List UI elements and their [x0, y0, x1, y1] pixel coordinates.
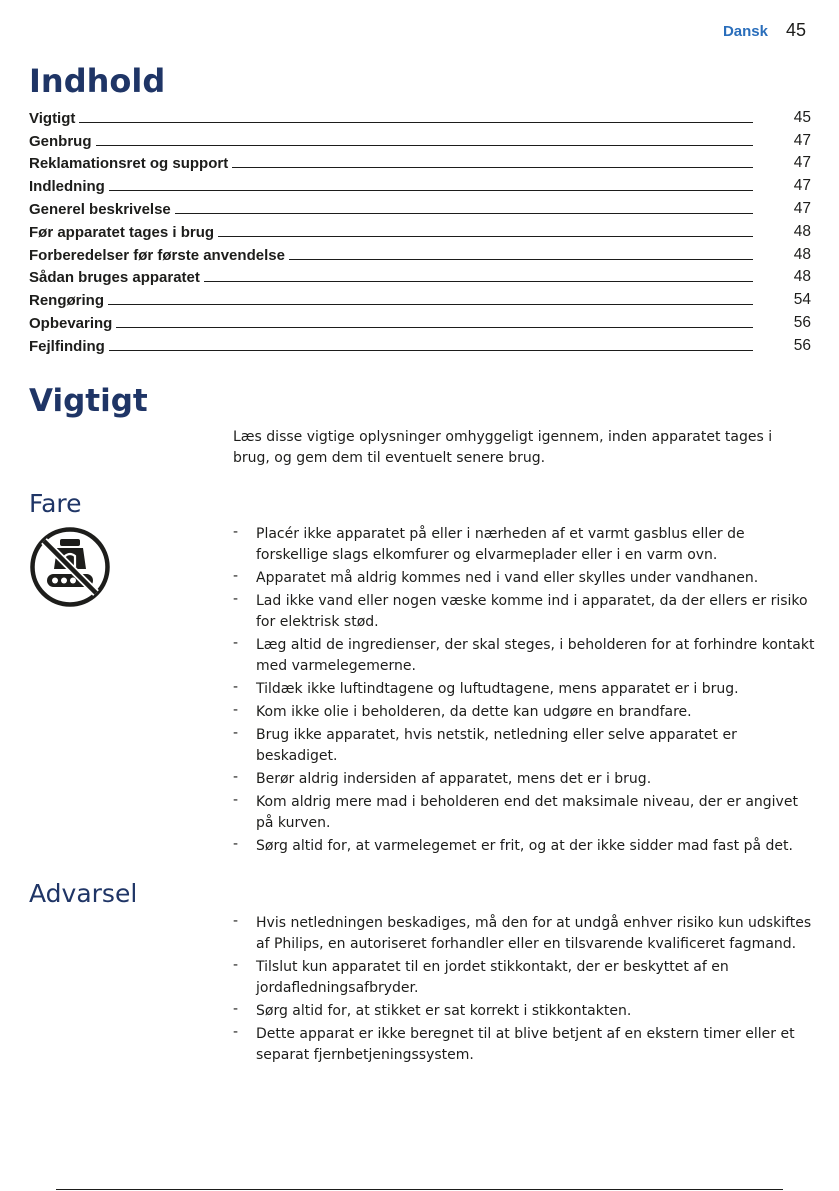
toc-entry: [29, 332, 811, 355]
fare-item-text: Kom ikke olie i beholderen, da dette kan udgøre en brandfare.: [256, 704, 692, 720]
advarsel-item-text: Tilslut kun apparatet til en jordet stikkontakt, der er beskyttet af en jordafledningsafbryder.: [256, 959, 729, 996]
toc-leader: [175, 213, 753, 214]
advarsel-heading: Advarsel: [29, 879, 138, 908]
toc-leader: [109, 190, 753, 191]
fare-item: [233, 725, 818, 767]
fare-list: [233, 524, 818, 859]
toc-leader: [116, 327, 753, 328]
fare-item-text: Tildæk ikke luftindtagene og luftudtagene, mens apparatet er i brug.: [256, 681, 739, 697]
toc-entry-page: 47: [793, 177, 811, 195]
bullet-dash: -: [233, 913, 239, 929]
fare-item: [233, 524, 818, 566]
advarsel-item: [233, 1024, 818, 1066]
page-header: [723, 20, 806, 41]
fare-item-text: Læg altid de ingredienser, der skal steges, i beholderen for at forhindre kontakt med varmelegemerne.: [256, 637, 815, 674]
advarsel-item: [233, 957, 818, 999]
toc-entry-label: Generel beskrivelse: [29, 200, 171, 218]
toc-entry: [29, 172, 811, 195]
toc-entry: [29, 218, 811, 241]
toc-entry-page: 54: [793, 291, 811, 309]
toc-entry: [29, 104, 811, 127]
bullet-dash: -: [233, 591, 239, 607]
bullet-dash: -: [233, 702, 239, 718]
fare-item-text: Placér ikke apparatet på eller i nærheden af et varmt gasblus eller de forskellige slags elkomfurer og elvarmeplader eller i en varm ovn.: [256, 526, 745, 563]
toc-entry-label: Forberedelser før første anvendelse: [29, 246, 285, 264]
bullet-dash: -: [233, 792, 239, 808]
section-intro: Læs disse vigtige oplysninger omhyggeligt igennem, inden apparatet tages i brug, og gem dem til eventuelt senere brug.: [233, 429, 773, 466]
fare-item-text: Berør aldrig indersiden af apparatet, mens det er i brug.: [256, 771, 652, 787]
toc-entry-label: Rengøring: [29, 292, 104, 310]
toc-title: Indhold: [29, 62, 166, 100]
toc-entry: [29, 241, 811, 264]
toc-entry: [29, 286, 811, 309]
fare-item: [233, 836, 818, 857]
toc-leader: [109, 350, 753, 351]
toc-entry-page: 45: [793, 108, 811, 126]
toc-entry-label: Vigtigt: [29, 109, 76, 127]
toc-entry-label: Reklamationsret og support: [29, 155, 229, 173]
bullet-dash: -: [233, 568, 239, 584]
bullet-dash: -: [233, 1001, 239, 1017]
advarsel-list: [233, 913, 818, 1068]
toc-entry-label: Opbevaring: [29, 314, 113, 332]
toc-entry-page: 56: [793, 336, 811, 354]
toc-leader: [218, 236, 753, 237]
fare-heading: Fare: [29, 489, 82, 518]
toc-entry-label: Fejlfinding: [29, 337, 105, 355]
bullet-dash: -: [233, 679, 239, 695]
toc-entry-page: 47: [793, 131, 811, 149]
toc-leader: [108, 304, 753, 305]
toc-leader: [96, 145, 754, 146]
fare-item-text: Kom aldrig mere mad i beholderen end det maksimale niveau, der er angivet på kurven.: [256, 794, 798, 831]
table-of-contents: [29, 104, 811, 355]
fare-item-text: Sørg altid for, at varmelegemet er frit, og at der ikke sidder mad fast på det.: [256, 838, 793, 854]
bullet-dash: -: [233, 836, 239, 852]
fare-item: [233, 792, 818, 834]
toc-leader: [289, 259, 753, 260]
toc-entry: [29, 127, 811, 150]
fare-item: [233, 568, 818, 589]
toc-entry-page: 48: [793, 245, 811, 263]
advarsel-item-text: Sørg altid for, at stikket er sat korrekt i stikkontakten.: [256, 1003, 632, 1019]
toc-entry-page: 47: [793, 199, 811, 217]
toc-leader: [204, 281, 753, 282]
fare-item-text: Brug ikke apparatet, hvis netstik, netledning eller selve apparatet er beskadiget.: [256, 727, 737, 764]
toc-entry: [29, 150, 811, 173]
bullet-dash: -: [233, 524, 239, 540]
toc-entry: [29, 264, 811, 287]
language-label: Dansk: [722, 23, 768, 40]
fare-item: [233, 679, 818, 700]
toc-entry-label: Genbrug: [29, 132, 92, 150]
toc-entry-label: Sådan bruges apparatet: [29, 269, 200, 287]
toc-leader: [79, 122, 753, 123]
toc-entry-page: 48: [793, 222, 811, 240]
fare-item: [233, 702, 818, 723]
bullet-dash: -: [233, 725, 239, 741]
advarsel-item: [233, 913, 818, 955]
fare-item-text: Apparatet må aldrig kommes ned i vand eller skylles under vandhanen.: [256, 570, 759, 586]
fare-item: [233, 769, 818, 790]
fare-item: [233, 635, 818, 677]
toc-entry-page: 56: [793, 313, 811, 331]
advarsel-item-text: Dette apparat er ikke beregnet til at blive betjent af en ekstern timer eller et separat fjernbetjeningssystem.: [256, 1026, 795, 1063]
bullet-dash: -: [233, 957, 239, 973]
page-number: 45: [785, 20, 806, 40]
fare-item: [233, 591, 818, 633]
toc-entry-label: Indledning: [29, 178, 105, 196]
bullet-dash: -: [233, 769, 239, 785]
toc-leader: [232, 167, 753, 168]
toc-entry: [29, 309, 811, 332]
toc-entry-page: 47: [793, 154, 811, 172]
advarsel-item: [233, 1001, 818, 1022]
no-hot-surface-icon: [29, 526, 111, 608]
advarsel-item-text: Hvis netledningen beskadiges, må den for at undgå enhver risiko kun udskiftes af Philips, en autoriseret forhandler eller en tilsvarende kvalificeret fagmand.: [256, 915, 812, 952]
bullet-dash: -: [233, 635, 239, 651]
footer-rule: [56, 1189, 783, 1190]
section-title: Vigtigt: [29, 383, 148, 419]
toc-entry: [29, 195, 811, 218]
bullet-dash: -: [233, 1024, 239, 1040]
toc-entry-page: 48: [793, 268, 811, 286]
toc-entry-label: Før apparatet tages i brug: [29, 223, 215, 241]
fare-item-text: Lad ikke vand eller nogen væske komme ind i apparatet, da der ellers er risiko for elektrisk stød.: [256, 593, 808, 630]
